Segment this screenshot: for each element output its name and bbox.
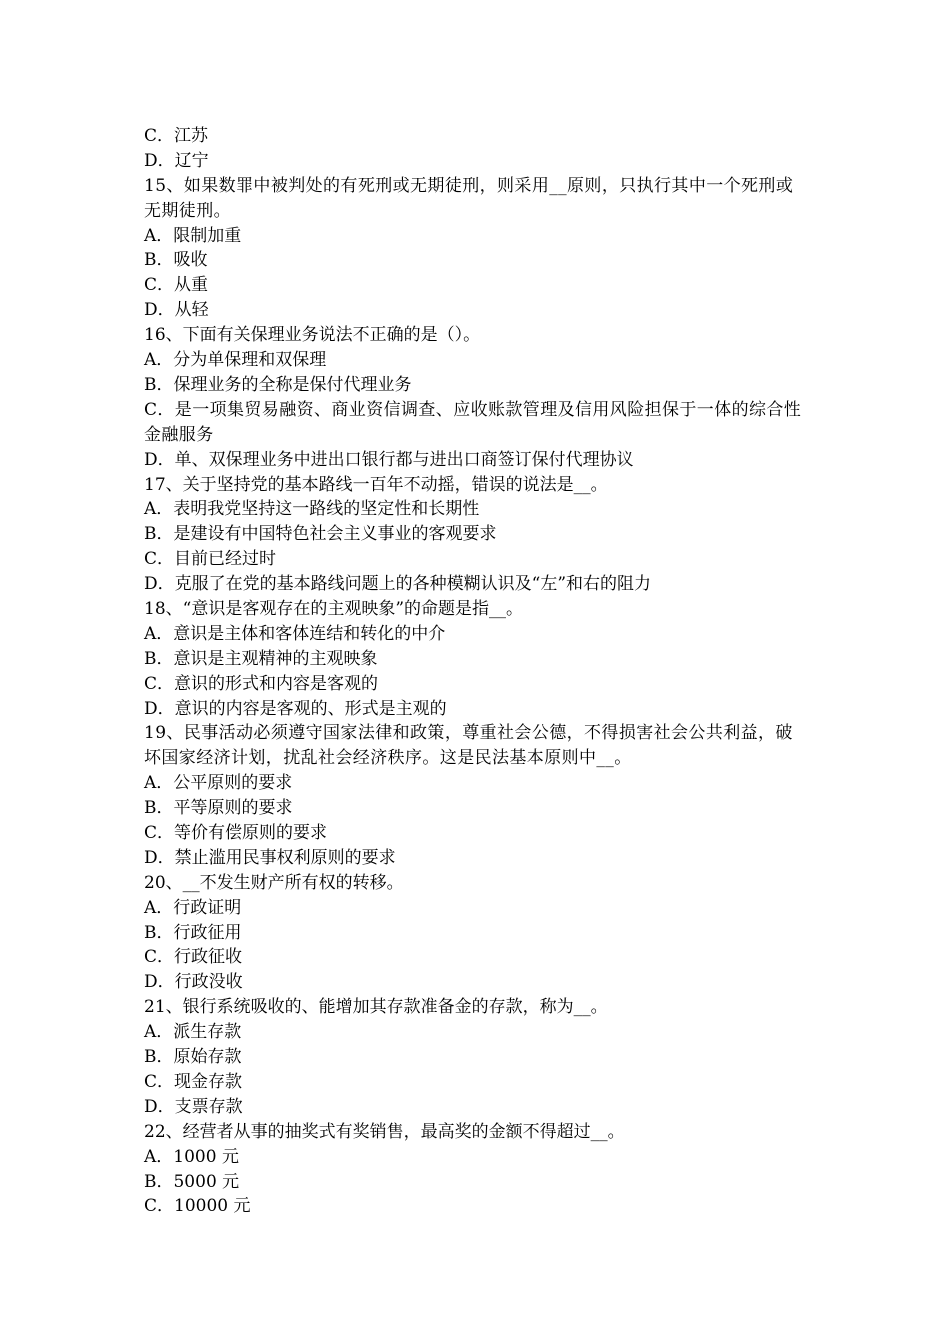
- question-16: 16、下面有关保理业务说法不正确的是（）。: [144, 325, 481, 346]
- q15-option-a: A．限制加重: [144, 225, 242, 246]
- q20-option-a: A．行政证明: [144, 897, 242, 918]
- q20-option-c: C．行政征收: [144, 947, 243, 968]
- q15-option-b: B．吸收: [144, 250, 208, 271]
- q18-option-b: B．意识是主观精神的主观映象: [144, 648, 378, 669]
- q16-option-b: B．保理业务的全称是保付代理业务: [144, 374, 412, 395]
- q17-option-a: A．表明我党坚持这一路线的坚定性和长期性: [144, 499, 480, 520]
- question-20: 20、__不发生财产所有权的转移。: [144, 872, 404, 893]
- question-21: 21、银行系统吸收的、能增加其存款准备金的存款，称为__。: [144, 997, 608, 1018]
- question-15: 15、如果数罪中被判处的有死刑或无期徒刑，则采用__原则，只执行其中一个死刑或无期徒刑。: [144, 175, 794, 221]
- option-d-liaoning: D．辽宁: [144, 150, 209, 171]
- question-19: 19、民事活动必须遵守国家法律和政策，尊重社会公德，不得损害社会公共利益，破坏国家经济计划，扰乱社会经济秩序。这是民法基本原则中__。: [144, 723, 793, 769]
- q18-option-a: A．意识是主体和客体连结和转化的中介: [144, 623, 446, 644]
- q18-option-c: C．意识的形式和内容是客观的: [144, 673, 379, 694]
- q20-option-b: B．行政征用: [144, 922, 242, 943]
- question-17: 17、关于坚持党的基本路线一百年不动摇，错误的说法是__。: [144, 474, 608, 495]
- q17-option-d: D．克服了在党的基本路线问题上的各种模糊认识及“左”和右的阻力: [144, 574, 652, 595]
- q19-option-d: D．禁止滥用民事权利原则的要求: [144, 847, 396, 868]
- q16-option-a: A．分为单保理和双保理: [144, 350, 327, 371]
- q18-option-d: D．意识的内容是客观的、形式是主观的: [144, 698, 447, 719]
- q20-option-d: D．行政没收: [144, 972, 243, 993]
- q21-option-c: C．现金存款: [144, 1071, 243, 1092]
- q22-option-a: A．1000 元: [144, 1146, 239, 1167]
- q19-option-a: A．公平原则的要求: [144, 773, 293, 794]
- q15-option-d: D．从轻: [144, 300, 209, 321]
- q16-option-d: D．单、双保理业务中进出口银行都与进出口商签订保付代理协议: [144, 449, 634, 470]
- option-c-jiangsu: C．江苏: [144, 126, 209, 146]
- q15-option-c: C．从重: [144, 275, 209, 296]
- q17-option-c: C．目前已经过时: [144, 549, 277, 570]
- q16-option-c: C．是一项集贸易融资、商业资信调查、应收账款管理及信用风险担保于一体的综合性金融服务: [144, 399, 802, 445]
- q21-option-b: B．原始存款: [144, 1047, 242, 1068]
- q19-option-c: C．等价有偿原则的要求: [144, 823, 328, 844]
- q17-option-b: B．是建设有中国特色社会主义事业的客观要求: [144, 524, 497, 545]
- question-22: 22、经营者从事的抽奖式有奖销售，最高奖的金额不得超过__。: [144, 1121, 625, 1142]
- q21-option-d: D．支票存款: [144, 1096, 243, 1117]
- document-body: [144, 124, 808, 1219]
- q22-option-b: B．5000 元: [144, 1171, 240, 1192]
- q19-option-b: B．平等原则的要求: [144, 798, 293, 819]
- q21-option-a: A．派生存款: [144, 1022, 242, 1043]
- question-18: 18、“意识是客观存在的主观映象”的命题是指__。: [144, 598, 524, 619]
- q22-option-c: C．10000 元: [144, 1196, 251, 1217]
